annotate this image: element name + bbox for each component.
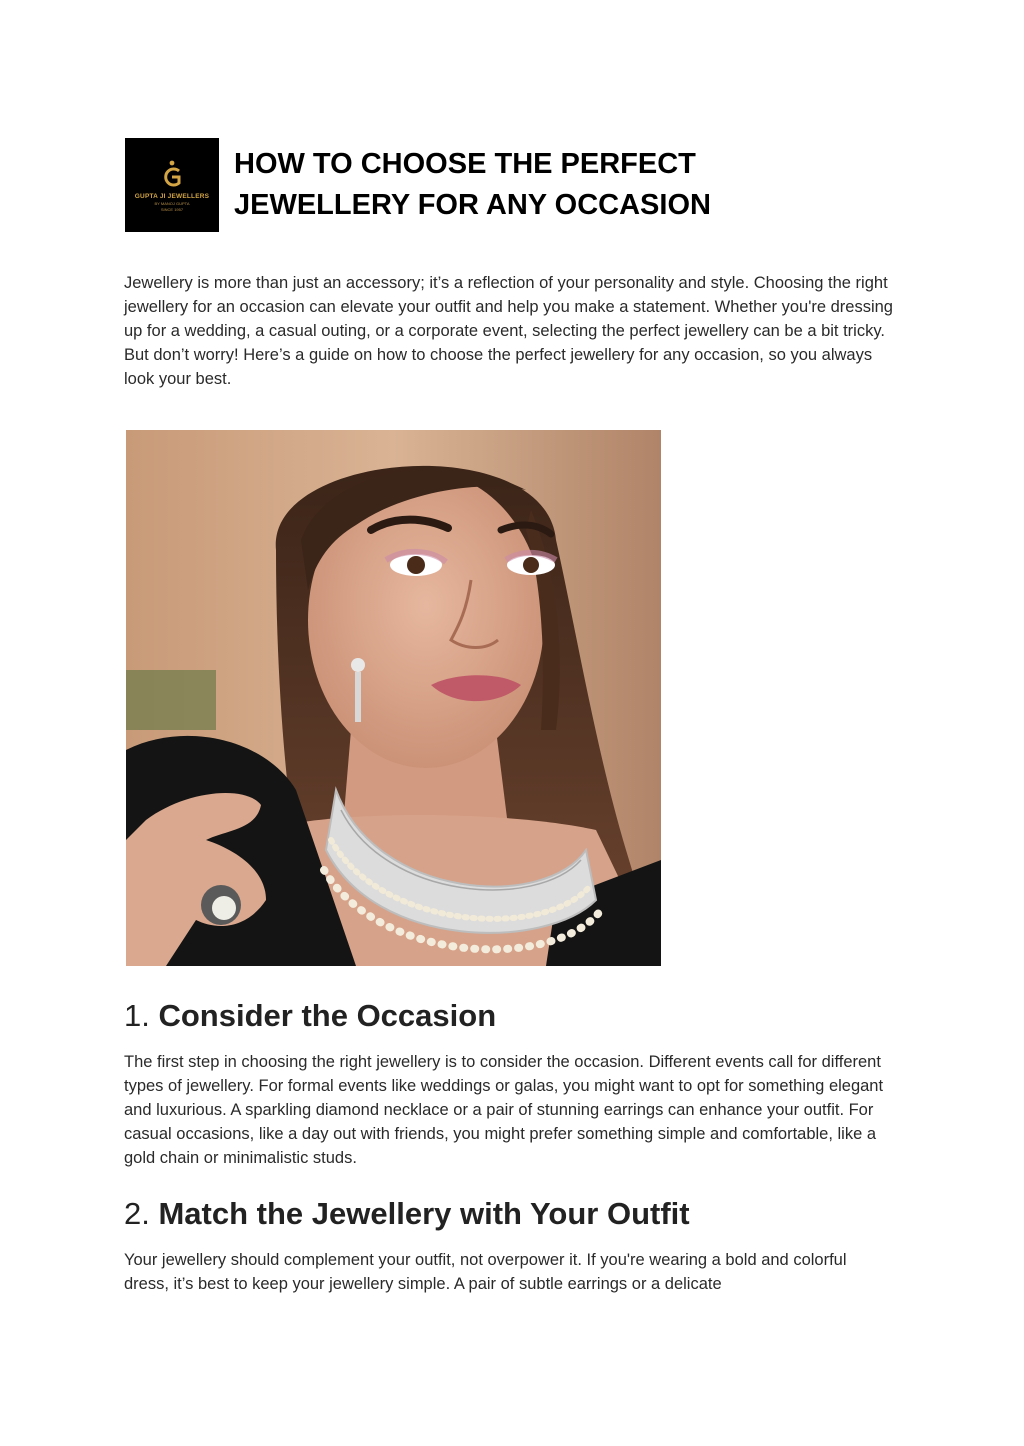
model-jewellery-photo <box>126 430 661 966</box>
section-heading-consider-occasion <box>124 996 496 1036</box>
section-body-consider-occasion: The first step in choosing the right jewellery is to consider the occasion. Different events call for different types of jewellery. For formal events like weddings or galas, you might want to opt for something elegant and luxurious. A sparkling diamond necklace or a pair of stunning earrings can enhance your outfit. For casual occasions, like a day out with friends, you might prefer something simple and comfortable, like a gold chain or minimalistic studs. <box>124 1053 884 1167</box>
model-photo-illustration <box>126 430 661 966</box>
intro-paragraph: Jewellery is more than just an accessory; it’s a reflection of your personality and style. Choosing the right jewellery for an occasion can elevate your outfit and help you make a statement. Whether you're dressing up for a wedding, a casual outing, or a corporate event, selecting the perfect jewellery can be a bit tricky. But don’t worry! Here’s a guide on how to choose the perfect jewellery for any occasion, so you always look your best. <box>124 274 893 388</box>
section-title: Consider the Occasion <box>158 998 497 1033</box>
section-number: 1. <box>124 998 150 1033</box>
brand-logo <box>125 138 219 232</box>
logo-brand-name: GUPTA JI JEWELLERS <box>134 192 210 200</box>
brand-monogram-icon <box>159 159 185 189</box>
page-title: HOW TO CHOOSE THE PERFECT JEWELLERY FOR ANY OCCASION <box>234 148 711 221</box>
logo-since: SINCE 1957 <box>160 206 184 212</box>
section-heading-match-outfit <box>124 1194 690 1234</box>
logo-tagline: BY MANOJ GUPTA <box>154 200 190 206</box>
section-body-match-outfit: Your jewellery should complement your outfit, not overpower it. If you're wearing a bold and colorful dress, it’s best to keep your jewellery simple. A pair of subtle earrings or a delicate <box>124 1251 847 1293</box>
section-title: Match the Jewellery with Your Outfit <box>158 1196 690 1231</box>
section-number: 2. <box>124 1196 150 1231</box>
